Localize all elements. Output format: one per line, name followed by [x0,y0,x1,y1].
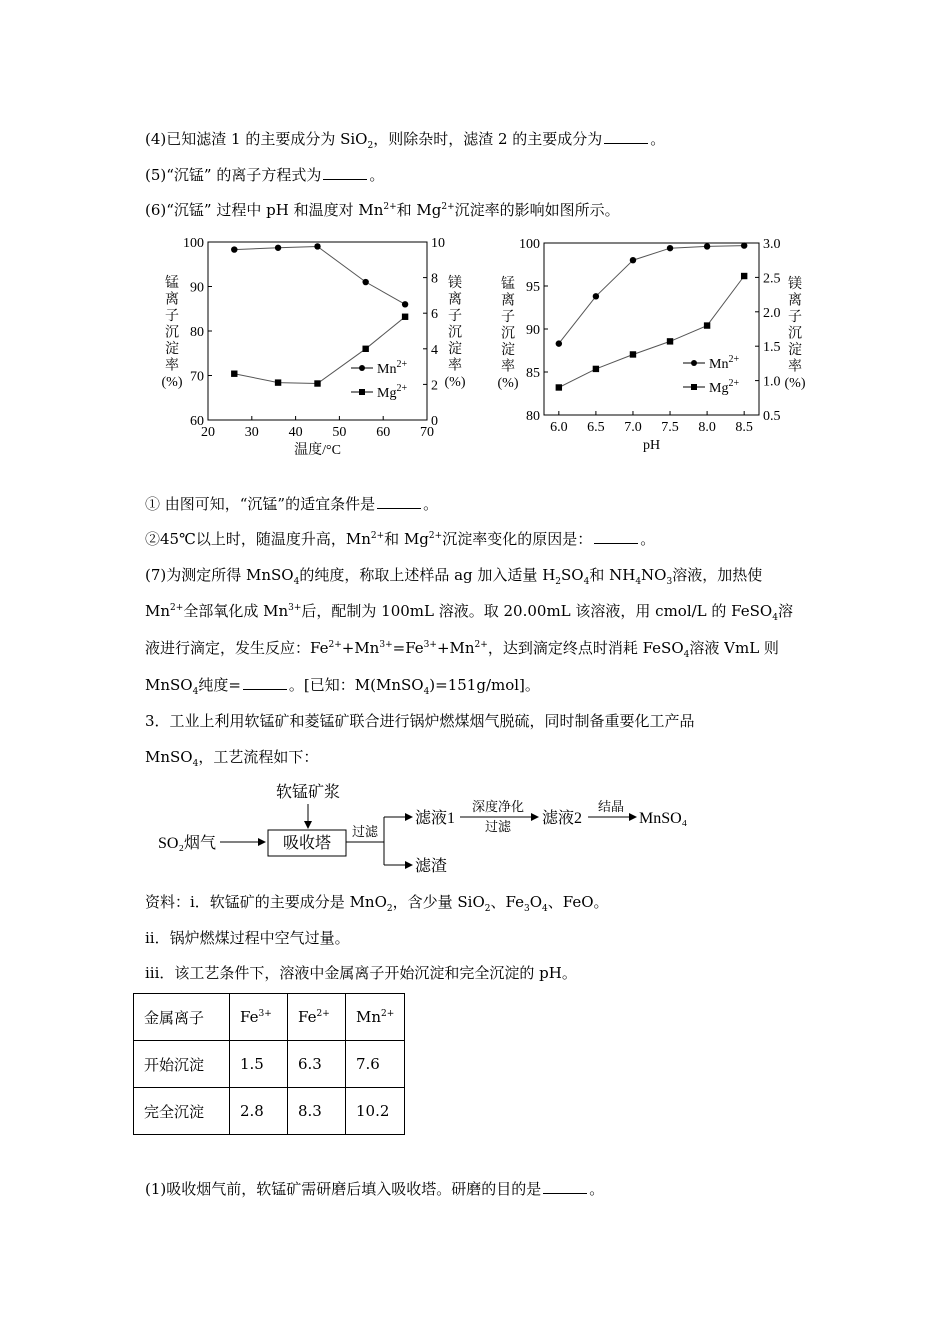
info-iii: iii．该工艺条件下，溶液中金属离子开始沉淀和完全沉淀的 pH。 [145,964,577,982]
data-point-mn [231,246,237,252]
table-header-row [134,994,405,1041]
data-point-mn [593,293,599,299]
y-left-tick-label: 100 [519,237,540,252]
y-right-tick-label: 2 [431,378,438,394]
x-tick-label: 8.0 [698,420,716,435]
answer-blank[interactable] [243,688,287,690]
y-right-tick-label: 1.5 [763,340,781,356]
y-left-axis-label: 子 [501,310,515,325]
x-tick-label: 20 [201,425,215,440]
y-right-tick-label: 3.0 [763,237,781,252]
temperature-chart [150,228,480,463]
table-cell: 完全沉淀 [134,1088,230,1135]
answer-blank[interactable] [377,507,421,509]
y-right-axis-label: 镁 [788,277,802,292]
absorption-tower-label: 吸收塔 [282,835,332,852]
legend-marker-mg [691,384,697,390]
table-header-fe3: $Fe^{3+}$ [230,994,288,1041]
filtrate1-label: 滤液1 [415,810,456,827]
data-point-mn [630,257,636,263]
x-tick-label: 7.5 [661,420,679,435]
y-left-tick-label: 90 [526,323,540,338]
data-point-mg [231,371,237,377]
question-5: (5)“沉锰” 的离子方程式为 。 [145,166,385,184]
y-right-axis-label: 离 [448,292,462,308]
table-cell: 8.3 [288,1088,346,1135]
table-cell: 开始沉淀 [134,1041,230,1088]
info-ii: ii．锅炉燃煤过程中空气过量。 [145,929,350,947]
table-cell: 1.5 [230,1041,288,1088]
x-tick-label: 6.0 [550,420,568,435]
y-left-axis-label: 离 [165,292,179,308]
table-cell: 10.2 [346,1088,405,1135]
x-axis-label: 温度/°C [294,443,341,458]
answer-blank[interactable] [604,142,648,144]
data-point-mg [402,314,408,320]
x-axis-label: pH [642,438,661,453]
y-right-axis-label: 率 [788,359,802,375]
y-right-axis-label: 淀 [788,343,802,358]
y-left-tick-label: 60 [190,414,204,429]
data-point-mn [362,279,368,285]
y-left-tick-label: 80 [190,325,204,340]
y-right-axis-label: 率 [448,358,462,374]
x-tick-label: 40 [288,425,303,440]
residue-label: 滤渣 [415,858,448,875]
problem-3-line1: 3．工业上利用软锰矿和菱锰矿联合进行锅炉燃煤烟气脱硫，同时制备重要化工产品 [145,712,695,730]
question-3-1: (1)吸收烟气前，软锰矿需研磨后填入吸收塔。研磨的目的是 。 [145,1180,605,1198]
y-right-tick-label: 6 [431,307,438,323]
y-right-axis-label: 镁 [448,276,462,291]
purify-label: 深度净化 [471,799,525,814]
y-left-axis-label: 锰 [501,277,515,292]
data-point-mn [275,245,281,251]
problem-3-line2: MnSO$_4$，工艺流程如下： [145,748,319,769]
question-4: (4)已知滤渣 1 的主要成分为 SiO$_2$，则除杂时，滤渣 2 的主要成分为 。 [145,130,666,151]
x-tick-label: 6.5 [587,420,605,435]
y-left-axis-label: (%) [161,375,183,390]
y-left-tick-label: 80 [526,409,540,424]
y-left-tick-label: 100 [183,236,204,251]
question-7-line2: $Mn^{2+}$全部氧化成 $Mn^{3+}$后，配制为 100mL 溶液。取 20.00mL 该溶液，用 cmol/L 的 FeSO$_4$溶 [145,602,793,623]
y-right-axis-label: (%) [444,375,466,390]
legend-label-mg: $Mg^{2+}$ [377,383,408,401]
legend-marker-mg [359,389,365,395]
legend-label-mg: $Mg^{2+}$ [709,378,740,396]
y-right-axis-label: (%) [784,376,806,391]
filter1-label: 过滤 [351,824,379,839]
y-left-axis-label: 淀 [501,343,515,358]
y-left-tick-label: 70 [190,369,204,385]
y-right-axis-label: 离 [788,293,802,309]
table-header-label: 金属离子 [134,994,230,1041]
y-right-tick-label: 2.0 [763,305,781,321]
process-flow-diagram [150,775,710,880]
ph-chart [488,228,828,463]
x-tick-label: 8.5 [735,420,753,435]
data-point-mg [667,338,673,344]
data-point-mg [314,380,320,386]
crystal-label: 结晶 [597,799,625,814]
x-tick-label: 7.0 [624,420,642,435]
y-left-axis-label: 率 [165,358,179,374]
data-point-mg [630,351,636,357]
x-tick-label: 30 [244,425,259,440]
info-i: 资料：i．软锰矿的主要成分是 MnO$_2$，含少量 SiO$_2$、$Fe_3O_4$、FeO。 [145,893,609,914]
y-right-tick-label: 0 [431,414,438,429]
y-right-tick-label: 10 [431,236,445,251]
legend-marker-mn [691,360,697,366]
y-left-axis-label: 淀 [165,342,179,357]
filtrate2-label: 滤液2 [542,810,583,827]
table-header-mn2: $Mn^{2+}$ [346,994,405,1041]
table-cell: 6.3 [288,1041,346,1088]
y-left-axis-label: 锰 [165,276,179,291]
y-right-axis-label: 淀 [448,342,462,357]
data-point-mg [593,366,599,372]
table-cell: 2.8 [230,1088,288,1135]
legend-charge: 2+ [728,378,740,389]
legend-charge: 2+ [728,354,740,365]
y-right-tick-label: 4 [431,342,438,358]
y-right-tick-label: 1.0 [763,374,781,390]
legend-charge: 2+ [396,383,408,394]
series-line-mn [234,247,405,305]
data-point-mn [667,245,673,251]
data-point-mn [556,340,562,346]
data-point-mg [741,273,747,279]
table-row [134,1088,405,1135]
y-right-tick-label: 0.5 [763,409,781,424]
question-6-1: ① 由图可知，“沉锰”的适宜条件是 。 [145,495,439,513]
gas-label: SO₂烟气 [158,835,217,852]
x-tick-label: 60 [376,425,391,440]
y-left-tick-label: 90 [190,280,204,296]
y-left-axis-label: 离 [501,293,515,309]
x-tick-label: 70 [420,425,434,440]
y-right-axis-label: 沉 [448,325,462,341]
table-row [134,1041,405,1088]
y-right-axis-label: 子 [788,310,802,325]
table-cell: 7.6 [346,1041,405,1088]
y-right-tick-label: 8 [431,271,438,287]
y-left-axis-label: 子 [165,309,179,324]
precipitation-ph-table [133,993,405,1135]
data-point-mg [362,346,368,352]
question-7-line3: 液进行滴定，发生反应：$Fe^{2+}+Mn^{3+}=Fe^{3+}+Mn^{2+}$，达到滴定终点时消耗 FeSO$_4$溶液 VmL 则 [145,639,779,660]
x-tick-label: 50 [332,425,347,440]
y-left-axis-label: 沉 [501,326,515,342]
data-point-mg [275,379,281,385]
data-point-mn [741,242,747,248]
y-left-axis-label: 率 [501,359,515,375]
series-line-mn [559,246,744,344]
filter2-label: 过滤 [484,819,512,834]
answer-blank[interactable] [543,1192,587,1194]
data-point-mn [704,243,710,249]
data-point-mn [314,243,320,249]
legend-marker-mn [359,365,365,371]
product-label: MnSO₄ [639,810,688,827]
data-point-mn [402,301,408,307]
y-left-tick-label: 85 [526,366,540,381]
answer-blank[interactable] [594,542,638,544]
question-7-line4: MnSO$_4$纯度= 。[已知：M(MnSO$_4$)=151g/mol]。 [145,676,540,697]
y-left-axis-label: 沉 [165,325,179,341]
y-right-tick-label: 2.5 [763,271,781,287]
answer-blank[interactable] [323,178,367,180]
y-right-axis-label: 沉 [788,326,802,342]
legend-label-mn: $Mn^{2+}$ [709,354,740,372]
table-header-fe2: $Fe^{2+}$ [288,994,346,1041]
question-6: (6)“沉锰” 过程中 pH 和温度对 $Mn^{2+}$和 $Mg^{2+}$沉淀率的影响如图所示。 [145,201,620,219]
slurry-label: 软锰矿浆 [275,784,341,801]
legend-charge: 2+ [396,359,408,370]
data-point-mg [704,322,710,328]
data-point-mg [556,384,562,390]
y-right-axis-label: 子 [448,309,462,324]
y-left-axis-label: (%) [497,376,519,391]
question-6-2: ②45℃以上时，随温度升高，$Mn^{2+}$和 $Mg^{2+}$沉淀率变化的原因是： 。 [145,530,656,548]
question-7-line1: (7)为测定所得 MnSO$_4$的纯度，称取上述样品 ag 加入适量 $H_2SO_4$和 $NH_4NO_3$溶液，加热使 [145,566,763,587]
legend-label-mn: $Mn^{2+}$ [377,359,408,377]
y-left-tick-label: 95 [526,280,540,295]
